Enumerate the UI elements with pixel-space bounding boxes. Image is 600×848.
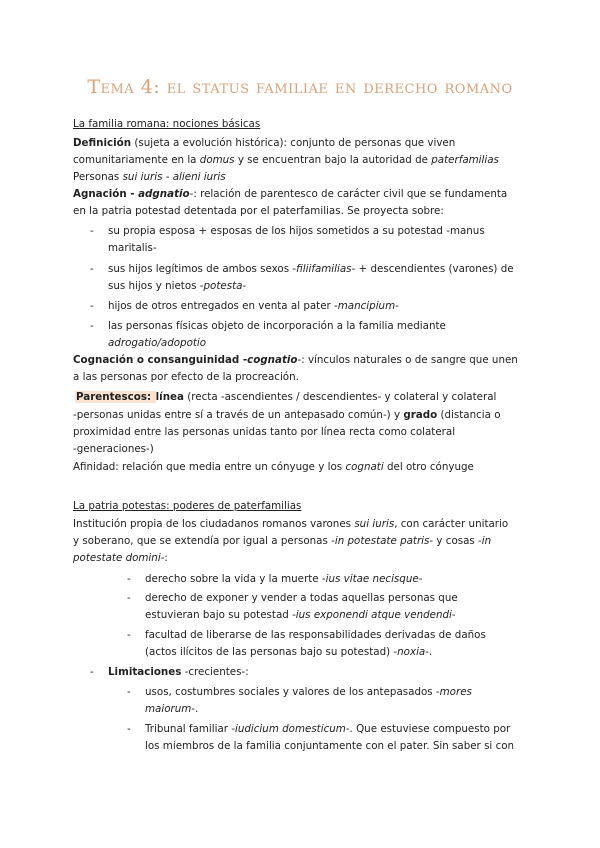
agnacion-line-2: en la patria potestad detentada por el paterfamilias. Se proyecta sobre: <box>73 205 444 217</box>
limitacion-1-line-1 <box>145 685 472 699</box>
text-span: Personas <box>73 171 123 183</box>
term-cognati: cognati <box>345 461 384 473</box>
agnacion-bullet-1-line-1: su propia esposa + esposas de los hijos sometidos a su potestad -manus <box>108 225 485 237</box>
potestas-line-2 <box>73 534 491 548</box>
text-span: sus hijos legítimos de ambos sexos - <box>108 263 297 275</box>
limitaciones-label: Limitaciones <box>108 666 182 678</box>
text-span: -: relación de parentesco de carácter civil que se fundamenta <box>189 188 508 200</box>
term-adgnatio: adgnatio <box>138 188 190 200</box>
text-span: - + descendientes (varones) de <box>351 263 514 275</box>
potestas-line-1 <box>73 517 508 531</box>
term-ius-exponendi: ius exponendi atque vendendi <box>295 609 452 621</box>
cognacion-label: Cognación o consanguinidad - <box>73 354 248 366</box>
text-span: sus hijos y nietos - <box>108 280 204 292</box>
text-span: , con carácter unitario <box>394 518 509 530</box>
parentescos-line-4: -generaciones-) <box>73 443 154 455</box>
bullet-dash: - <box>90 263 94 275</box>
term-ius-vitae-necisque: ius vitae necisque <box>325 573 419 585</box>
bullet-dash: - <box>127 573 131 585</box>
definicion-line-1 <box>73 136 455 150</box>
term-linea: línea <box>155 391 184 403</box>
cognacion-line-1 <box>73 353 518 367</box>
text-span: y soberano, que se extendía por igual a personas - <box>73 535 335 547</box>
term-noxia: noxia <box>397 646 426 658</box>
afinidad-line <box>73 460 474 474</box>
text-span: - <box>418 573 423 585</box>
poder-bullet-1 <box>145 572 422 586</box>
text-span: -. <box>425 646 433 658</box>
term-sui-iuris: sui iuris <box>122 171 163 183</box>
term-in-potestate-patris: in potestate patris <box>334 535 430 547</box>
bullet-dash: - <box>127 629 131 641</box>
text-span: - <box>395 300 399 312</box>
bullet-dash: - <box>90 225 94 237</box>
agnacion-bullet-4-line-2: adrogatio/adopotio <box>108 337 207 349</box>
text-span: (actos ilícitos de las personas bajo su potestad) - <box>145 646 398 658</box>
term-in: in <box>481 535 492 547</box>
personas-line <box>73 170 226 184</box>
bullet-dash: - <box>127 723 131 735</box>
bullet-dash: - <box>90 320 94 332</box>
bullet-dash: - <box>127 686 131 698</box>
text-span: - <box>162 171 173 183</box>
text-span: -. <box>191 703 199 715</box>
agnacion-label: Agnación - <box>73 188 139 200</box>
term-cognatio: cognatio <box>247 354 298 366</box>
page-title: Tema 4: el status familiae en derecho romano <box>87 76 513 98</box>
cognacion-line-2: a las personas por efecto de la procreación. <box>73 371 299 383</box>
parentescos-label: Parentescos: <box>76 391 155 403</box>
text-span: -: <box>160 552 168 564</box>
text-span: estuvieran bajo su potestad - <box>145 609 296 621</box>
term-potesta: potesta <box>203 280 243 292</box>
text-span: Tribunal familiar - <box>145 723 235 735</box>
term-sui-iuris: sui iuris <box>354 518 395 530</box>
bullet-dash: - <box>90 300 94 312</box>
poder-bullet-2-line-1: derecho de exponer y vender a todas aquellas personas que <box>145 592 458 604</box>
definicion-line-2 <box>73 153 499 167</box>
text-span: Institución propia de los ciudadanos romanos varones <box>73 518 355 530</box>
text-span: (recta -ascendientes / descendientes- y colateral y colateral <box>183 391 497 403</box>
parentescos-line-3: proximidad entre las personas unidas tanto por línea recta como colateral <box>73 426 456 438</box>
text-span: derecho sobre la vida y la muerte - <box>145 573 326 585</box>
parentescos-line-2 <box>73 408 501 422</box>
text-span: (distancia o <box>437 409 501 421</box>
term-alieni-iuris: alieni iuris <box>172 171 226 183</box>
agnacion-bullet-3 <box>108 299 399 313</box>
term-filiifamilias: filiifamilias <box>296 263 352 275</box>
limitacion-1-line-2 <box>145 702 198 716</box>
term-potestate-domini: potestate domini <box>73 552 161 564</box>
section-heading-familia: La familia romana: nociones básicas <box>73 118 261 130</box>
text-span: -crecientes-: <box>181 666 249 678</box>
text-span: -: vínculos naturales o de sangre que unen <box>297 354 518 366</box>
limitacion-2-line-1 <box>145 722 510 736</box>
agnacion-bullet-2-line-1 <box>108 262 514 276</box>
section-heading-patria-potestas: La patria potestas: poderes de paterfamilias <box>73 500 302 512</box>
poder-bullet-2-line-2 <box>145 608 456 622</box>
text-span: comunitariamente en la <box>73 154 200 166</box>
bullet-dash: - <box>127 592 131 604</box>
text-span: y se encuentran bajo la autoridad de <box>234 154 432 166</box>
agnacion-bullet-1-line-2: maritalis- <box>108 242 157 254</box>
parentescos-line-1 <box>75 390 496 404</box>
poder-bullet-3-line-2 <box>145 645 432 659</box>
text-span: - <box>242 280 247 292</box>
text-span: Afinidad: relación que media entre un cónyuge y los <box>73 461 346 473</box>
text-span: hijos de otros entregados en venta al pater - <box>108 300 338 312</box>
term-domus: domus <box>199 154 235 166</box>
term-grado: grado <box>403 409 438 421</box>
poder-bullet-3-line-1: facultad de liberarse de las responsabilidades derivadas de daños <box>145 629 486 641</box>
agnacion-bullet-4-line-1: las personas físicas objeto de incorporación a la familia mediante <box>108 320 446 332</box>
definicion-text: (sujeta a evolución histórica): conjunto de personas que viven <box>131 137 456 149</box>
text-span: -personas unidas entre sí a través de un antepasado común-) y <box>73 409 404 421</box>
text-span: - <box>451 609 456 621</box>
term-maiorum: maiorum <box>145 703 192 715</box>
bullet-dash: - <box>90 666 94 678</box>
text-span: del otro cónyuge <box>383 461 474 473</box>
limitacion-2-line-2: los miembros de la familia conjuntamente con el pater. Sin saber si con <box>145 740 515 752</box>
potestas-line-3 <box>73 551 168 565</box>
term-mancipium: mancipium <box>337 300 396 312</box>
agnacion-line-1 <box>73 187 507 201</box>
term-iudicium-domesticum: iudicium domesticum <box>234 723 346 735</box>
definicion-label: Definición <box>73 137 132 149</box>
text-span: - y cosas - <box>429 535 482 547</box>
limitaciones-line <box>108 665 249 679</box>
agnacion-bullet-2-line-2 <box>108 279 246 293</box>
term-paterfamilias: paterfamilias <box>431 154 499 166</box>
term-mores: mores <box>439 686 472 698</box>
text-span: usos, costumbres sociales y valores de los antepasados - <box>145 686 440 698</box>
text-span: -. Que estuviese compuesto por <box>345 723 511 735</box>
